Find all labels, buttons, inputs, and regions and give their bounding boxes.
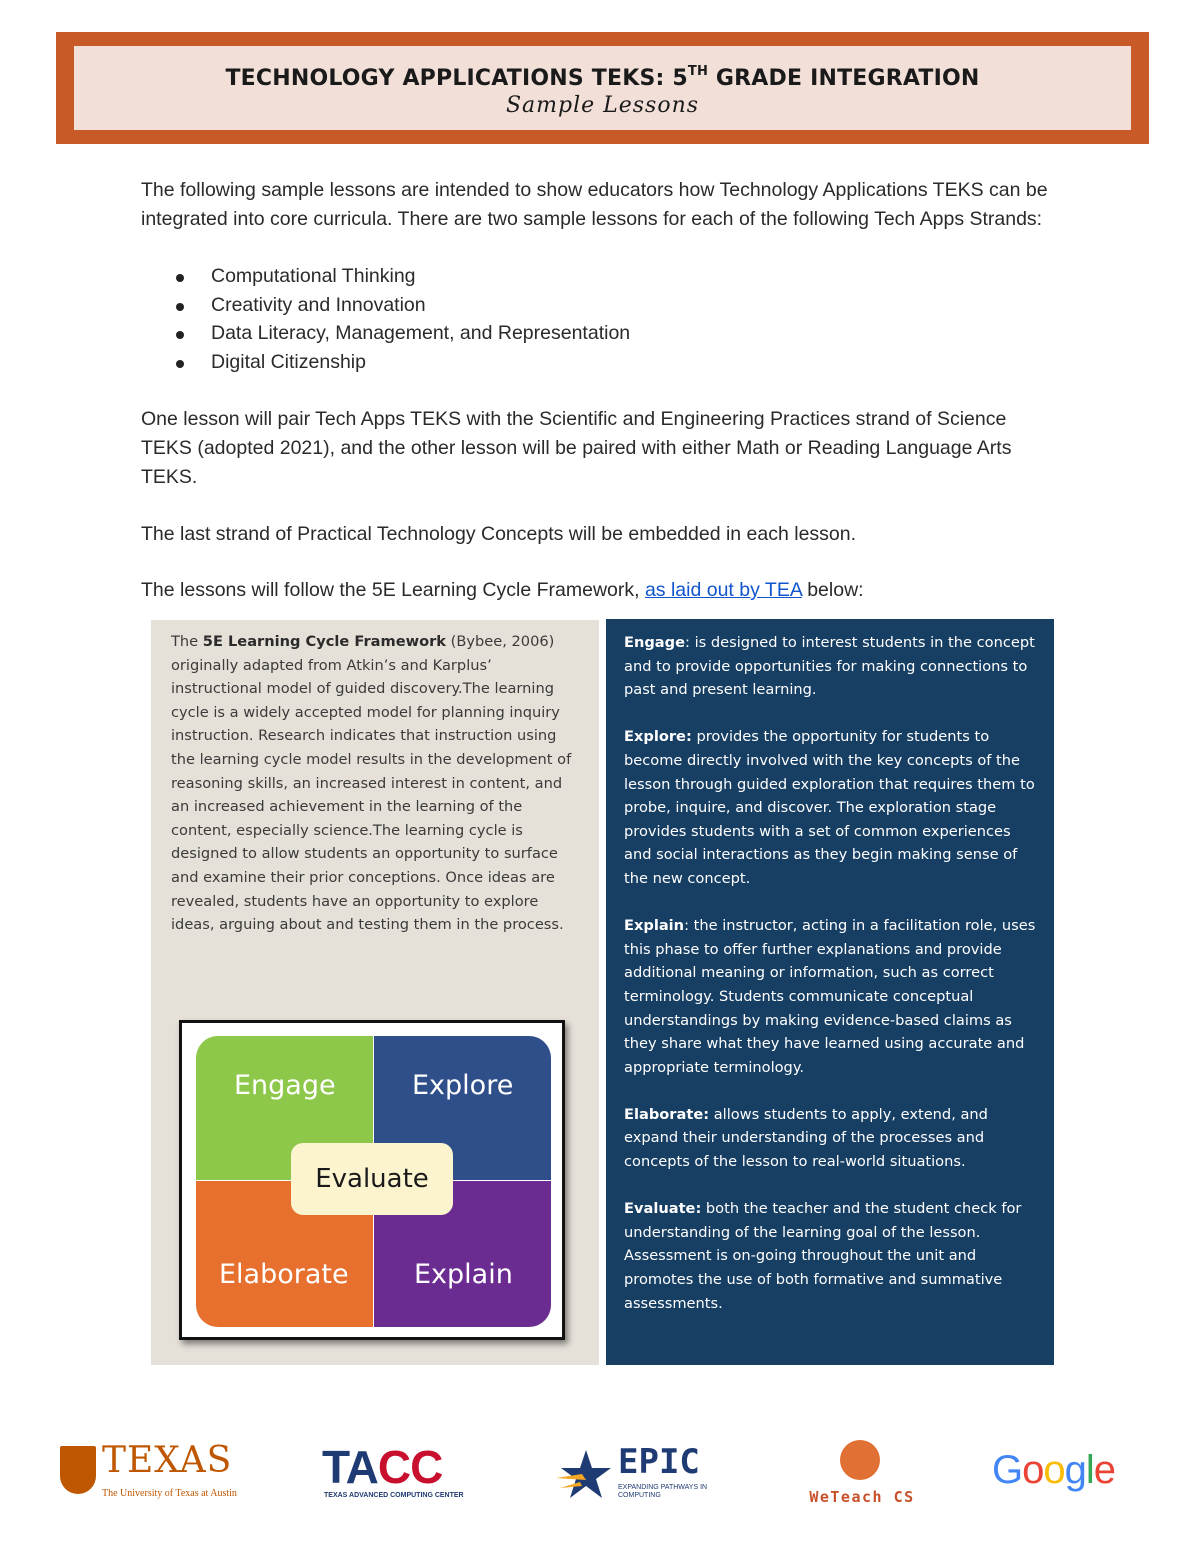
phase-definitions (624, 631, 1042, 1339)
bullet-icon (176, 360, 184, 368)
tea-link[interactable]: as laid out by TEA (644, 579, 802, 601)
phase-explore: Explore: provides the opportunity for students to become directly involved with the key concepts of the lesson through guided exploration that requires them to probe, inquire, and discover. The exploration stage provides students with a set of common experiences and social interactions as they begin making sense of the new concept. (624, 728, 1035, 887)
framework-intro-text: The 5E Learning Cycle Framework (Bybee, 2006) originally adapted from Atkin’s and Karplus’ instructional model of guided discovery.The learning cycle is a widely accepted model for planning inquiry instruction. Research indicates that instruction using the learning cycle model results in the development of reasoning skills, an increased interest in content, and an increased achievement in the learning of the content, especially science.The learning cycle is designed to allow students an opportunity to surface and examine their prior conceptions. Once ideas are revealed, students have an opportunity to explore ideas, arguing about and testing them in the process. (171, 633, 572, 934)
pairing-paragraph: One lesson will pair Tech Apps TEKS with the Scientific and Engineering Practices strand of Science TEKS (adopted 2021), and the other lesson will be paired with either Math or Reading Language Arts TEKS. (141, 408, 1012, 488)
explain-quadrant: Explain (374, 1181, 551, 1327)
epic-star-icon (556, 1448, 612, 1500)
list-item: Data Literacy, Management, and Representation (170, 319, 630, 348)
header-banner (56, 32, 1149, 144)
google-logo: Google (992, 1448, 1116, 1492)
ut-austin-logo: TEXAS The University of Texas at Austin (60, 1444, 246, 1502)
phase-explain: Explain: the instructor, acting in a facilitation role, uses this phase to offer further explanations and provide additional meaning or information, such as correct terminology. Students communicate conceptual understandings by making evidence-based claims as they share what they have learned using accurate and appropriate terminology. (624, 917, 1036, 1076)
practical-concepts-paragraph: The last strand of Practical Technology Concepts will be embedded in each lesson. (141, 523, 857, 545)
bullet-icon (176, 331, 184, 339)
epic-logo: EPIC EXPANDING PATHWAYS IN COMPUTING (556, 1444, 716, 1504)
page-title: TECHNOLOGY APPLICATIONS TEKS: 5TH GRADE INTEGRATION (225, 64, 980, 91)
list-item: Digital Citizenship (170, 348, 630, 377)
list-item: Computational Thinking (170, 262, 630, 291)
5e-cycle-diagram (179, 1020, 565, 1340)
list-item: Creativity and Innovation (170, 291, 630, 320)
page-subtitle: Sample Lessons (505, 93, 700, 118)
intro-paragraph: The following sample lessons are intended to show educators how Technology Applications TEKS can be integrated into core curricula. There are two sample lessons for each of the following Tech Apps Strands: (141, 179, 1048, 230)
framework-intro-panel (151, 620, 599, 1365)
strand-list (170, 262, 630, 376)
phase-evaluate: Evaluate: both the teacher and the student check for understanding of the learning goal of the lesson. Assessment is on-going throughout the unit and promotes the use of both formative and summative assessments. (624, 1200, 1022, 1312)
engage-quadrant: Engage (196, 1036, 373, 1180)
bullet-icon (176, 274, 184, 282)
framework-paragraph: The lessons will follow the 5E Learning Cycle Framework, as laid out by TEA below: (141, 579, 864, 601)
phase-engage: Engage: is designed to interest students in the concept and to provide opportunities for making connections to past and present learning. (624, 634, 1035, 699)
lightbulb-head-icon (840, 1440, 880, 1480)
title-superscript: TH (687, 64, 709, 79)
ut-shield-icon (60, 1446, 96, 1494)
weteach-cs-logo: WeTeach CS (796, 1440, 928, 1508)
explore-quadrant: Explore (374, 1036, 551, 1180)
phase-definitions-panel (606, 619, 1054, 1365)
evaluate-center-box: Evaluate (291, 1143, 453, 1215)
elaborate-quadrant: Elaborate (196, 1181, 373, 1327)
bullet-icon (176, 303, 184, 311)
tacc-logo: TACC TEXAS ADVANCED COMPUTING CENTER (322, 1441, 464, 1499)
partner-logos (0, 1440, 1200, 1510)
phase-elaborate: Elaborate: allows students to apply, extend, and expand their understanding of the processes and concepts of the lesson to real-world situations. (624, 1105, 988, 1171)
header-banner-inner (74, 46, 1131, 130)
